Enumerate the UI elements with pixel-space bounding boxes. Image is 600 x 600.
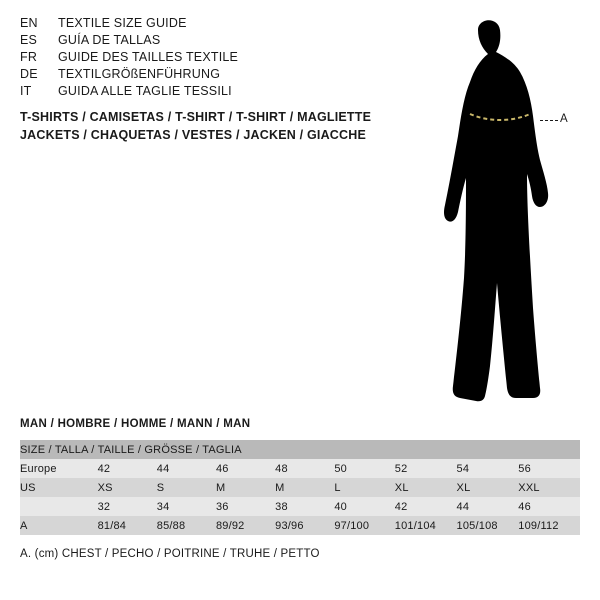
row-cell: 44 — [457, 497, 519, 516]
footnote: A. (cm) CHEST / PECHO / POITRINE / TRUHE / PETTO — [20, 548, 320, 560]
language-row — [20, 84, 350, 101]
row-cell: 50 — [334, 459, 394, 478]
language-code: ES — [20, 33, 38, 47]
language-text: GUIDE DES TAILLES TEXTILE — [58, 50, 239, 64]
row-cell: 52 — [395, 459, 457, 478]
row-cell: 36 — [216, 497, 275, 516]
row-cell: 40 — [334, 497, 394, 516]
row-cell: M — [216, 478, 275, 497]
row-cell: 89/92 — [216, 516, 275, 535]
category-list — [20, 110, 420, 146]
row-cell: XL — [395, 478, 457, 497]
row-cell: XL — [457, 478, 519, 497]
row-cell: 32 — [98, 497, 157, 516]
table-row — [20, 516, 580, 535]
row-cell: 109/112 — [518, 516, 580, 535]
row-label: A — [20, 516, 98, 535]
language-row — [20, 16, 350, 33]
language-row — [20, 33, 350, 50]
row-cell: 105/108 — [457, 516, 519, 535]
table-header-row — [20, 440, 580, 459]
language-row — [20, 50, 350, 67]
category-tshirts: T-SHIRTS / CAMISETAS / T-SHIRT / T-SHIRT / MAGLIETTE — [20, 110, 372, 124]
table-header-label: SIZE / TALLA / TAILLE / GRÖSSE / TAGLIA — [20, 440, 580, 459]
language-code: FR — [20, 50, 38, 64]
row-label — [20, 497, 98, 516]
row-cell: 38 — [275, 497, 334, 516]
table-title: MAN / HOMBRE / HOMME / MANN / MAN — [20, 418, 251, 430]
row-cell: 81/84 — [98, 516, 157, 535]
language-text: GUIDA ALLE TAGLIE TESSILI — [58, 84, 232, 98]
row-cell: 46 — [518, 497, 580, 516]
language-row — [20, 67, 350, 84]
language-code: EN — [20, 16, 38, 30]
row-cell: 93/96 — [275, 516, 334, 535]
language-code: DE — [20, 67, 38, 81]
measure-leader-line — [540, 120, 558, 121]
row-cell: 97/100 — [334, 516, 394, 535]
language-text: TEXTILGRÖßENFÜHRUNG — [58, 67, 221, 81]
row-cell: 85/88 — [157, 516, 216, 535]
size-table — [20, 440, 580, 535]
row-cell: 44 — [157, 459, 216, 478]
figure-area — [400, 8, 600, 408]
row-cell: 54 — [457, 459, 519, 478]
chest-measure-line — [400, 8, 600, 408]
row-cell: XS — [98, 478, 157, 497]
language-text: TEXTILE SIZE GUIDE — [58, 16, 187, 30]
category-jackets: JACKETS / CHAQUETAS / VESTES / JACKEN / GIACCHE — [20, 128, 367, 142]
row-cell: L — [334, 478, 394, 497]
table-row — [20, 459, 580, 478]
row-cell: S — [157, 478, 216, 497]
row-label: Europe — [20, 459, 98, 478]
measure-label-a: A — [560, 113, 568, 125]
language-list — [20, 16, 350, 101]
row-cell: 42 — [98, 459, 157, 478]
row-cell: 101/104 — [395, 516, 457, 535]
row-cell: XXL — [518, 478, 580, 497]
table-row — [20, 478, 580, 497]
row-cell: 42 — [395, 497, 457, 516]
row-cell: 34 — [157, 497, 216, 516]
table-row — [20, 497, 580, 516]
row-label: US — [20, 478, 98, 497]
row-cell: 48 — [275, 459, 334, 478]
language-code: IT — [20, 84, 32, 98]
language-text: GUÍA DE TALLAS — [58, 33, 161, 47]
row-cell: 56 — [518, 459, 580, 478]
row-cell: M — [275, 478, 334, 497]
row-cell: 46 — [216, 459, 275, 478]
